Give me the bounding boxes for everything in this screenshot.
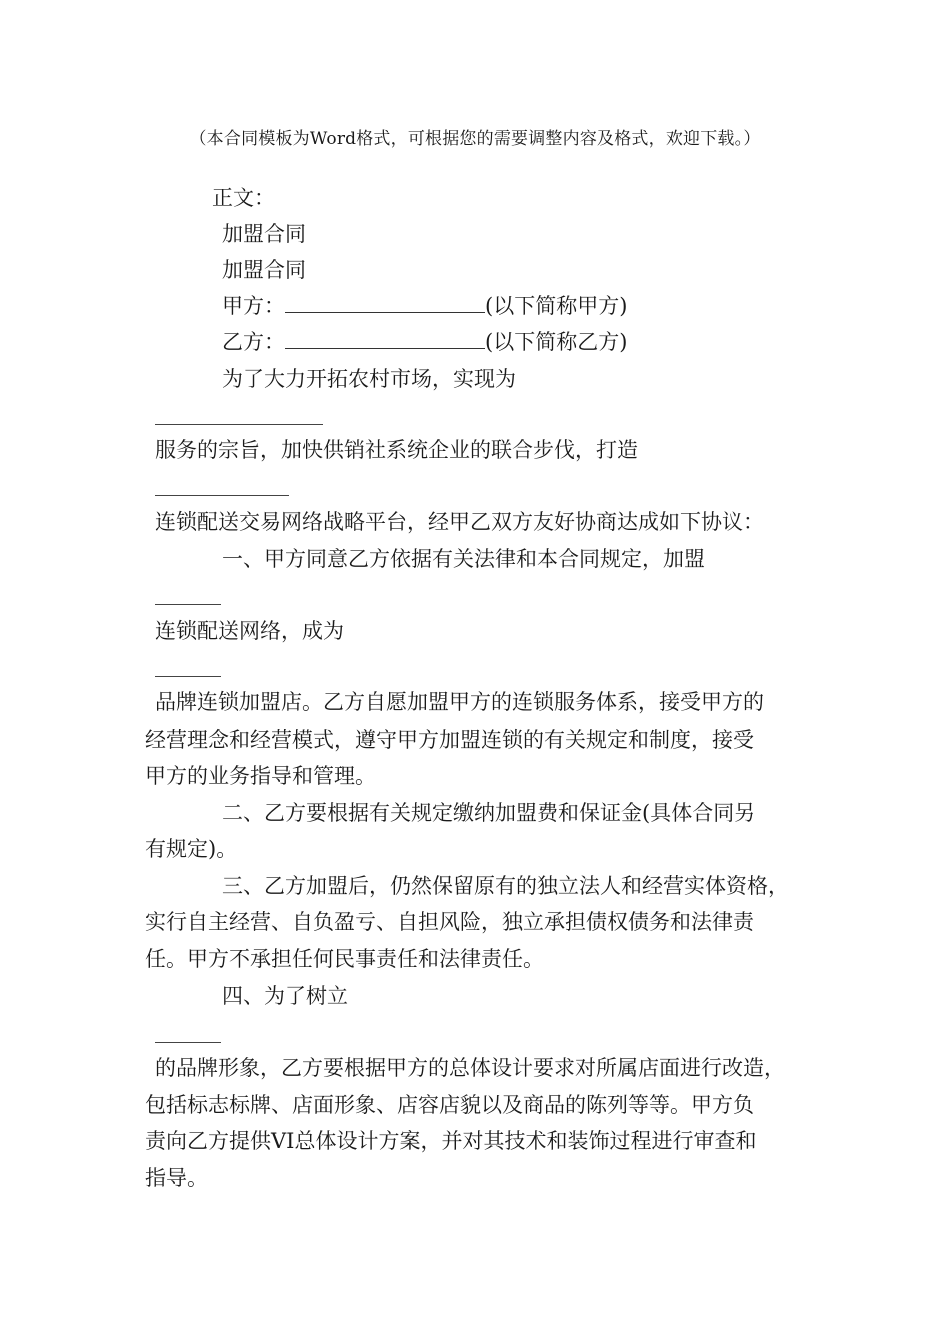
party-b-label: 乙方： bbox=[222, 330, 285, 354]
blank-rule-5 bbox=[155, 1042, 221, 1043]
preamble-line-3: 连锁配送交易网络战略平台，经甲乙双方友好协商达成如下协议： bbox=[155, 510, 764, 534]
blank-rule-3 bbox=[155, 604, 221, 605]
party-b-line bbox=[222, 328, 627, 356]
party-b-blank bbox=[285, 328, 485, 349]
party-a-label: 甲方： bbox=[222, 294, 285, 318]
article-2-line-2: 有规定)。 bbox=[145, 837, 238, 861]
article-1-line-3: 品牌连锁加盟店。乙方自愿加盟甲方的连锁服务体系，接受甲方的 bbox=[155, 690, 764, 714]
article-2-line-1: 二、乙方要根据有关规定缴纳加盟费和保证金(具体合同另 bbox=[222, 801, 756, 825]
article-1-line-5: 甲方的业务指导和管理。 bbox=[145, 764, 376, 788]
article-1-line-1: 一、甲方同意乙方依据有关法律和本合同规定，加盟 bbox=[222, 547, 705, 571]
contract-subtitle: 加盟合同 bbox=[222, 258, 306, 282]
blank-rule-4 bbox=[155, 676, 221, 677]
article-4-line-3: 包括标志标牌、店面形象、店容店貌以及商品的陈列等等。甲方负 bbox=[145, 1093, 754, 1117]
blank-rule-2 bbox=[155, 495, 289, 496]
preamble-line-1: 为了大力开拓农村市场，实现为 bbox=[222, 367, 516, 391]
preamble-line-2: 服务的宗旨，加快供销社系统企业的联合步伐，打造 bbox=[155, 438, 638, 462]
article-3-line-1: 三、乙方加盟后，仍然保留原有的独立法人和经营实体资格， bbox=[222, 874, 789, 898]
party-a-blank bbox=[285, 292, 485, 313]
article-1-line-4: 经营理念和经营模式，遵守甲方加盟连锁的有关规定和制度，接受 bbox=[145, 728, 754, 752]
blank-rule-1 bbox=[155, 424, 323, 425]
article-3-line-2: 实行自主经营、自负盈亏、自担风险，独立承担债权债务和法律责 bbox=[145, 910, 754, 934]
party-a-suffix: (以下简称甲方) bbox=[485, 294, 628, 318]
article-4-line-2: 的品牌形象，乙方要根据甲方的总体设计要求对所属店面进行改造， bbox=[155, 1056, 785, 1080]
article-4-line-4: 责向乙方提供VI总体设计方案，并对其技术和装饰过程进行审查和 bbox=[145, 1129, 757, 1153]
article-3-line-3: 任。甲方不承担任何民事责任和法律责任。 bbox=[145, 947, 544, 971]
party-b-suffix: (以下简称乙方) bbox=[485, 330, 628, 354]
party-a-line bbox=[222, 292, 627, 320]
article-1-line-2: 连锁配送网络，成为 bbox=[155, 619, 344, 643]
article-4-line-5: 指导。 bbox=[145, 1166, 208, 1190]
header-note: （本合同模板为Word格式，可根据您的需要调整内容及格式，欢迎下载。） bbox=[189, 129, 761, 149]
article-4-line-1: 四、为了树立 bbox=[222, 984, 348, 1008]
contract-title: 加盟合同 bbox=[222, 222, 306, 246]
zhengwen-label: 正文： bbox=[212, 186, 275, 210]
